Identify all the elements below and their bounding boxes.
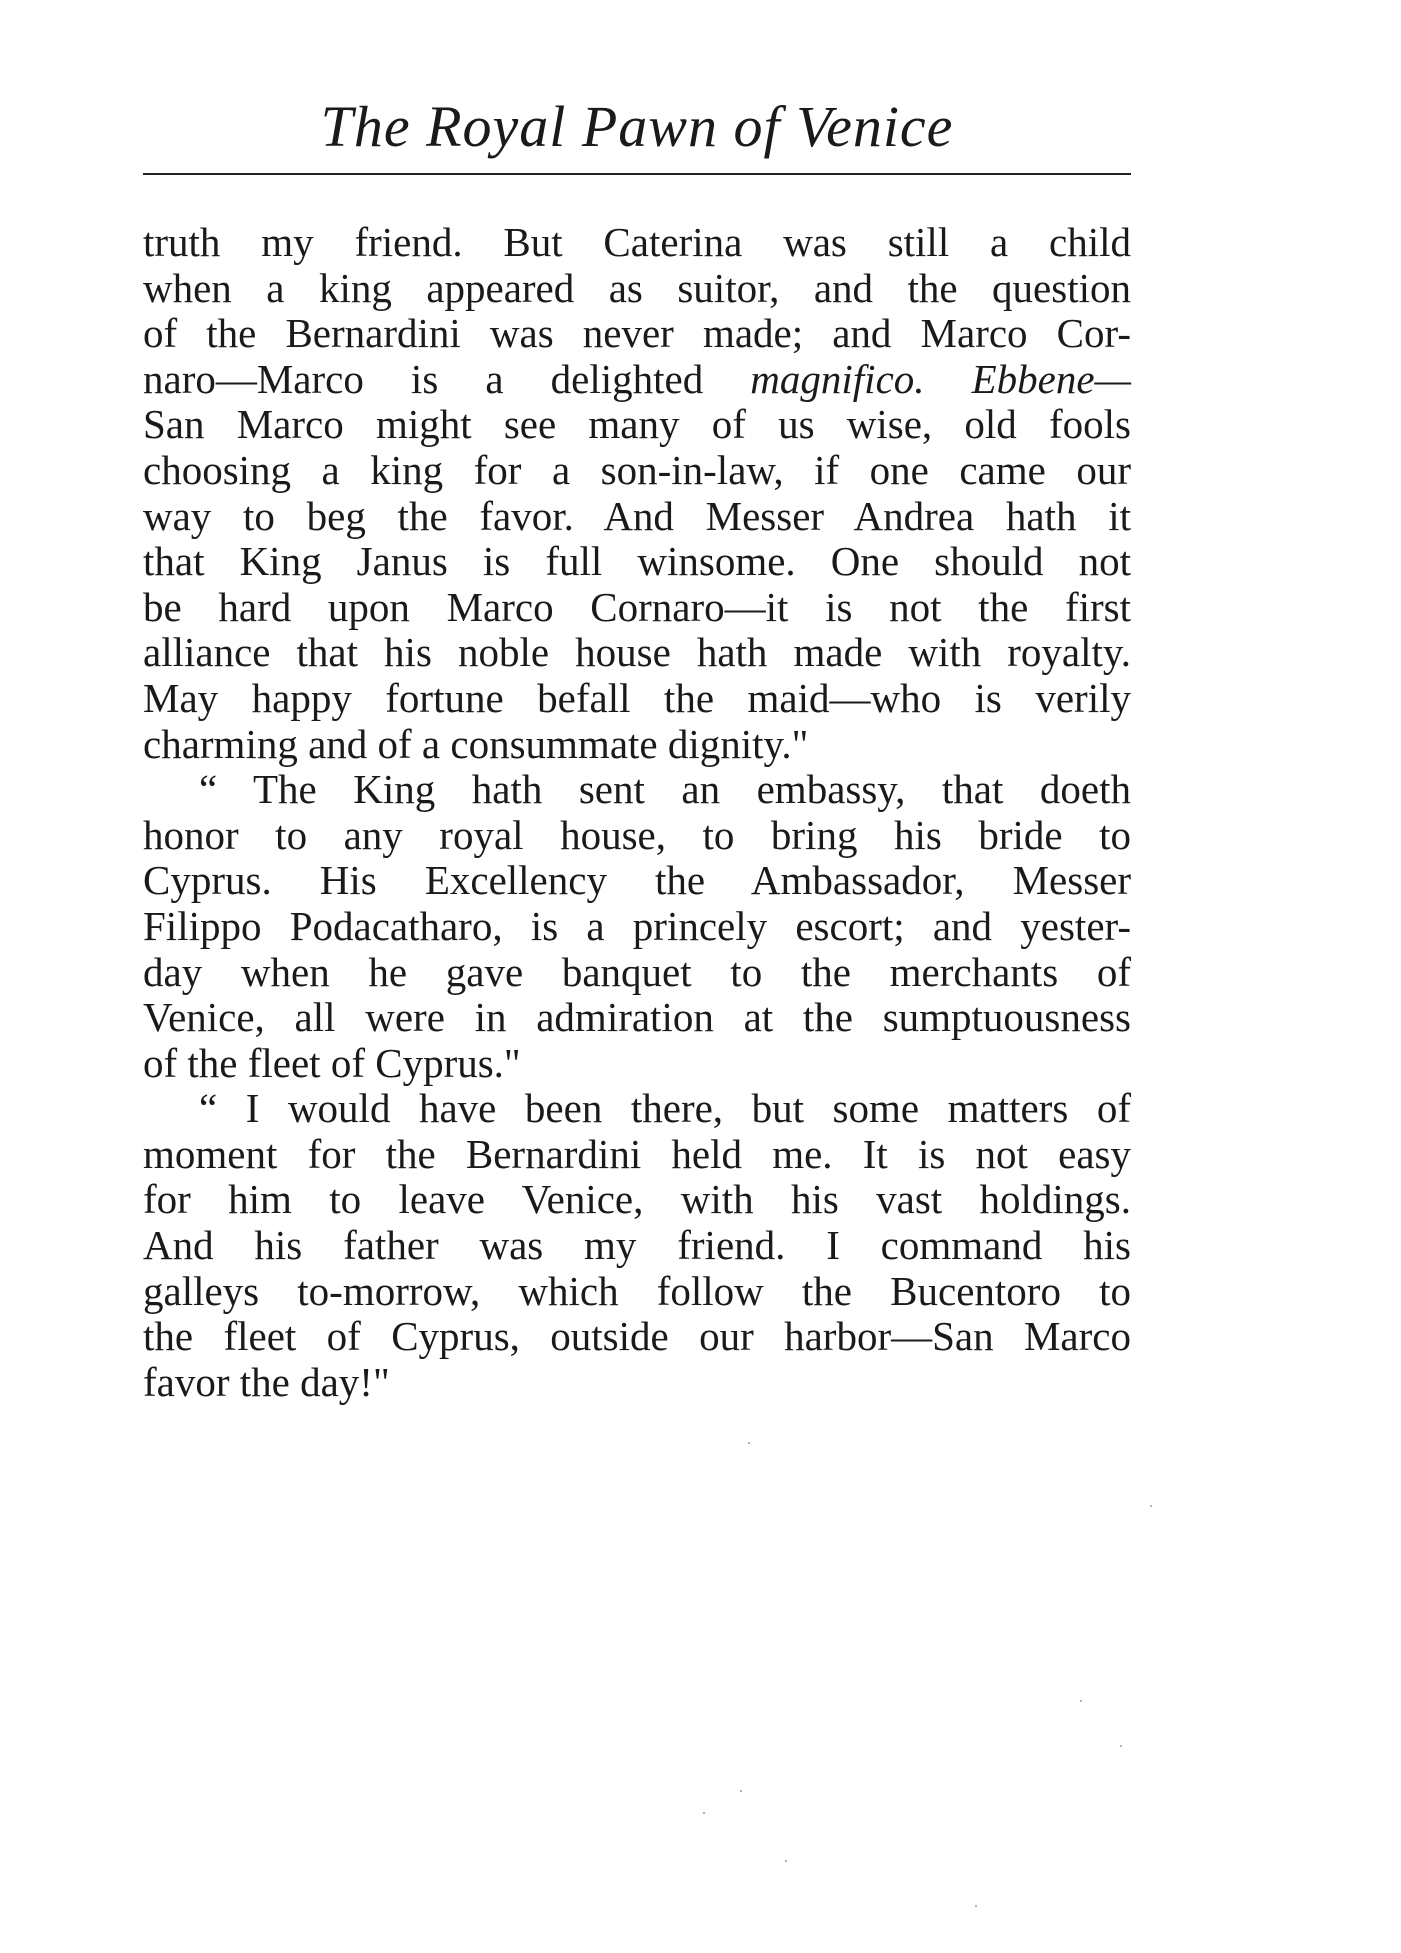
text-segment: naro—Marco is a delighted: [143, 355, 751, 402]
text-line: that King Janus is full winsome. One should not: [143, 538, 1131, 585]
text-line: honor to any royal house, to bring his bride to: [143, 811, 1131, 858]
text-line: [143, 357, 1131, 403]
text-line: the fleet of Cyprus, outside our harbor—San Marco: [143, 1313, 1131, 1360]
italic-word-ebbene: Ebbene—: [971, 355, 1131, 402]
body-text: [143, 220, 1131, 1405]
scan-speck: [1150, 1505, 1152, 1507]
text-line: day when he gave banquet to the merchants of: [143, 948, 1131, 995]
text-line: of the Bernardini was never made; and Marco Cor-: [143, 310, 1131, 357]
text-line: Filippo Podacatharo, is a princely escort; and yester-: [143, 902, 1131, 949]
text-line: Venice, all were in admiration at the sumptuousness: [143, 994, 1131, 1041]
text-line: San Marco might see many of us wise, old fools: [143, 401, 1131, 448]
scan-speck: [703, 1812, 705, 1814]
text-line: Cyprus. His Excellency the Ambassador, Messer: [143, 857, 1131, 904]
text-line: way to beg the favor. And Messer Andrea hath it: [143, 492, 1131, 539]
scan-speck: [740, 1790, 742, 1792]
running-head: The Royal Pawn of Venice: [320, 94, 954, 159]
text-line: “ The King hath sent an embassy, that doeth: [199, 766, 1131, 813]
header-rule: [143, 173, 1131, 175]
text-line: May happy fortune befall the maid—who is verily: [143, 674, 1131, 721]
text-line: choosing a king for a son-in-law, if one came our: [143, 446, 1131, 493]
text-line: galleys to-morrow, which follow the Bucentoro to: [143, 1267, 1131, 1314]
scan-speck: [1080, 1700, 1082, 1702]
scan-speck: [975, 1905, 977, 1907]
text-line: moment for the Bernardini held me. It is not easy: [143, 1130, 1131, 1177]
italic-word-magnifico: magnifico.: [750, 355, 925, 402]
scan-speck: [785, 1860, 787, 1862]
text-line: of the fleet of Cyprus.": [143, 1039, 521, 1086]
text-line: And his father was my friend. I command his: [143, 1222, 1131, 1269]
text-line: favor the day!": [143, 1358, 390, 1405]
text-line: charming and of a consummate dignity.": [143, 720, 809, 767]
text-line: be hard upon Marco Cornaro—it is not the first: [143, 583, 1131, 630]
scan-speck: [748, 1442, 750, 1444]
text-line: for him to leave Venice, with his vast holdings.: [143, 1176, 1131, 1223]
text-line: truth my friend. But Caterina was still a child: [143, 219, 1131, 265]
text-line: alliance that his noble house hath made with royalty.: [143, 629, 1131, 676]
text-line: “ I would have been there, but some matters of: [199, 1085, 1131, 1132]
text-line: when a king appeared as suitor, and the question: [143, 264, 1131, 311]
scan-speck: [1120, 1745, 1122, 1747]
